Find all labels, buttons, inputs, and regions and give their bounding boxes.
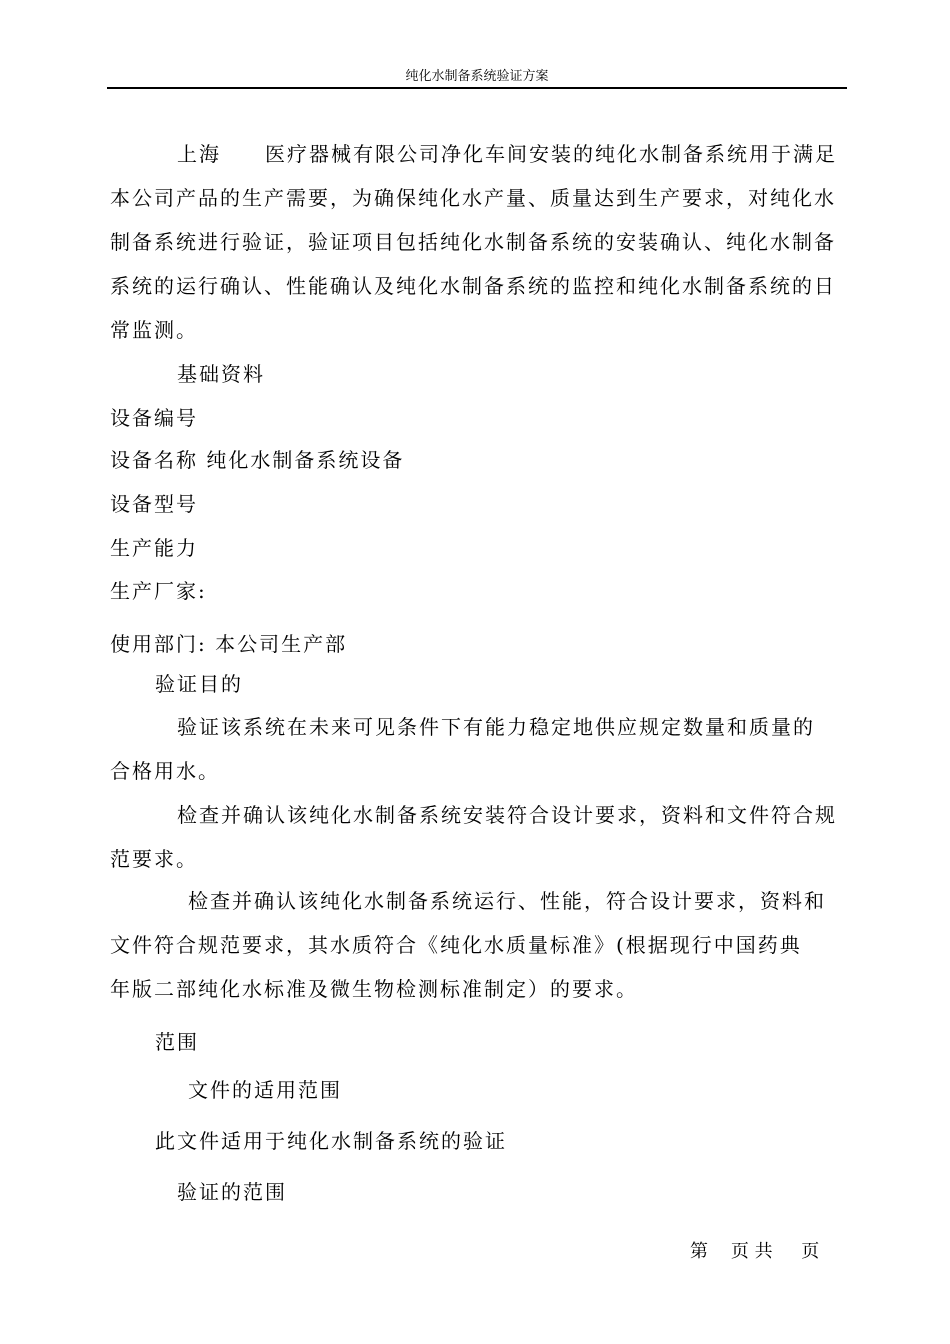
purpose-heading: 验证目的	[155, 672, 243, 696]
purpose-3-line-2: 文件符合规范要求，其水质符合《纯化水质量标准》(根据现行中国药典	[110, 933, 802, 957]
capacity: 生产能力	[110, 536, 198, 560]
scope-verify-heading: 验证的范围	[177, 1180, 287, 1204]
header-title: 纯化水制备系统验证方案	[405, 69, 549, 84]
intro-line-4: 系统的运行确认、性能确认及纯化水制备系统的监控和纯化水制备系统的日	[110, 274, 836, 298]
purpose-3-line-3: 年版二部纯化水标准及微生物检测标准制定）的要求。	[110, 977, 638, 1001]
intro-line-1: 上海 医疗器械有限公司净化车间安装的纯化水制备系统用于满足	[177, 142, 837, 166]
purpose-1-line-2: 合格用水。	[110, 759, 220, 783]
manufacturer: 生产厂家:	[110, 579, 207, 603]
equipment-name: 设备名称 纯化水制备系统设备	[110, 448, 405, 472]
basic-info-heading: 基础资料	[177, 362, 265, 386]
scope-doc-heading: 文件的适用范围	[188, 1078, 342, 1102]
equipment-number: 设备编号	[110, 406, 198, 430]
purpose-2-line-1: 检查并确认该纯化水制备系统安装符合设计要求，资料和文件符合规	[177, 803, 837, 827]
purpose-2-line-2: 范要求。	[110, 847, 198, 871]
scope-heading: 范围	[155, 1030, 199, 1054]
purpose-3-line-1: 检查并确认该纯化水制备系统运行、性能，符合设计要求，资料和	[188, 889, 826, 913]
page-header	[107, 68, 847, 90]
page-number-footer: 第 页 共 页	[690, 1241, 820, 1262]
equipment-model: 设备型号	[110, 492, 198, 516]
intro-line-2: 本公司产品的生产需要，为确保纯化水产量、质量达到生产要求，对纯化水	[110, 186, 836, 210]
purpose-1-line-1: 验证该系统在未来可见条件下有能力稳定地供应规定数量和质量的	[177, 715, 815, 739]
department: 使用部门: 本公司生产部	[110, 632, 348, 656]
scope-doc-text: 此文件适用于纯化水制备系统的验证	[155, 1129, 507, 1153]
header-rule	[107, 87, 847, 89]
intro-line-5: 常监测。	[110, 318, 198, 342]
intro-line-3: 制备系统进行验证，验证项目包括纯化水制备系统的安装确认、纯化水制备	[110, 230, 836, 254]
